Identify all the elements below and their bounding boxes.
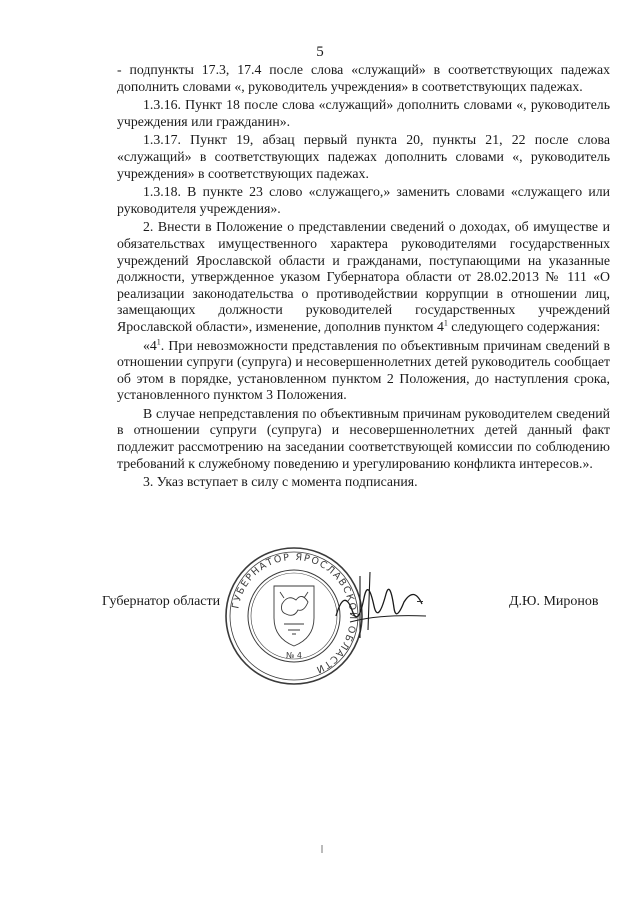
seal-number: № 4 <box>286 651 302 660</box>
paragraph-1-3-18: 1.3.18. В пункте 23 слово «служащего,» заменить словами «служащего или руководителя учреждения». <box>117 184 610 216</box>
superscript: 1 <box>156 336 161 346</box>
quote-paragraph-1 <box>117 338 610 404</box>
signature-line <box>417 601 423 602</box>
scan-artifact <box>321 845 323 853</box>
signatory-position: Губернатор области <box>102 594 221 609</box>
signatory-name: Д.Ю. Миронов <box>509 594 599 609</box>
paragraph-2-text: 2. Внести в Положение о представлении сведений о доходах, об имуществе и обязательствах имущественного характера руководителями государственных учреждений Ярославской области и гражданами, поступающими на указанные должности, утвержденное указом Губернатора области от 28.02.2013 № 111 «О реализации законодательства о противодействии коррупции в отношении лиц, замещающих должности руководителей государственных учреждений Ярославской области», изменение, дополнив пунктом 4 <box>117 219 610 334</box>
quote-paragraph-2: В случае непредставления по объективным причинам руководителем сведений в отношении супруги (супруга) и несовершеннолетних детей данный факт подлежит рассмотрению на заседании соответствующей комиссии по соблюдению требований к служебному поведению и урегулированию конфликта интересов.». <box>117 405 610 471</box>
seal-ring-text: ГУБЕРНАТОР ЯРОСЛАВСКОЙ ОБЛАСТИ <box>230 551 359 676</box>
coat-of-arms-icon <box>274 586 314 646</box>
quote-text: . При невозможности представления по объективным причинам сведений в отношении супруги (супруга) и несовершеннолетних детей руководитель сообщает об этом в порядке, установленном пунктом 2 Положения, до наступления срока, установленного пунктом 3 Положения. <box>117 337 610 403</box>
paragraph-1-3-16: 1.3.16. Пункт 18 после слова «служащий» дополнить словами «, руководитель учреждения или гражданин». <box>117 97 610 129</box>
paragraph-2-end: следующего содержания: <box>447 318 601 334</box>
paragraph-subpoints: - подпункты 17.3, 17.4 после слова «служащий» в соответствующих падежах дополнить словами «, руководитель учреждения» в соответствующих падежах. <box>117 62 610 94</box>
paragraph-1-3-17: 1.3.17. Пункт 19, абзац первый пункта 20, пункты 21, 22 после слова «служащий» в соответствующих падежах дополнить словами «, руководитель учреждения» в соответствующих падежах. <box>117 132 610 181</box>
superscript: 1 <box>443 318 448 328</box>
document-body <box>117 62 610 493</box>
quote-open: «4 <box>143 337 157 353</box>
paragraph-2 <box>117 219 610 335</box>
page-number: 5 <box>316 44 324 60</box>
handwritten-signature <box>330 558 460 648</box>
paragraph-3: 3. Указ вступает в силу с момента подписания. <box>143 474 418 490</box>
